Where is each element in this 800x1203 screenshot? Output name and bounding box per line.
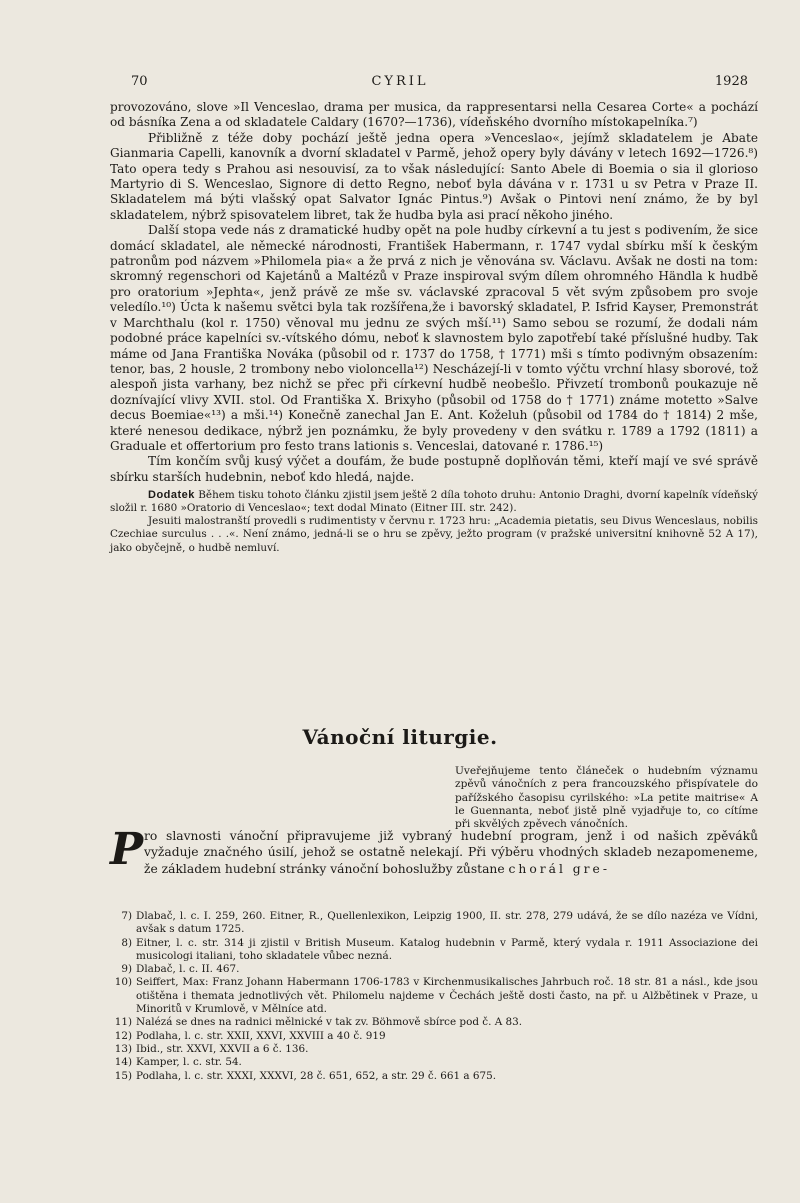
paragraph: Další stopa vede nás z dramatické hudby opět na pole hudby církevní a tu jest s podivením, že sice domácí skladatel, ale německé národnosti, František Habermann, r. 1747 vydal sbírku mší k českým patronům pod názvem »Philomela pia« a že prvá z nich je věnována sv. Václavu. Avšak ne dosti na tom: skromný regenschori od Kajetánů a Maltézů v Praze inspiroval svým dílem ohromného Händla k hudbě pro oratorium »Jephta«, jenž právě ze mše sv. václavské zpracoval 5 vět svým způsobem pro svoje veledílo.¹⁰) Úcta k našemu světci byla tak rozšířena,že i bavorský skladatel, P. Isfrid Kayser, Premonstrát v Marchthalu (kol r. 1750) věnoval mu jednu ze svých mší.¹¹) Samo sebou se rozumí, že dodali nám podobné práce kapelníci sv.-vítského dómu, neboť k slavnostem bylo zapotřebí také příslušné hudby. Tak máme od Jana Františka Nováka (působil od r. 1737 do 1758, † 1771) mši s tímto podivným obsazením: tenor, bas, 2 housle, 2 trombony nebo violoncella¹²) Nescházejí-li v tomto výčtu vrchní hlasy sborové, tož alespoň jista varhany, bez nichž se přec při církevní hudbě neobešlo. Přivzetí trombonů poukazuje ně doznívající vlivy XVII. stol. Od Františka X. Brixyho (působil od 1758 do † 1771) známe motetto »Salve decus Boemiae«¹³) a mši.¹⁴) Konečně zanechal Jan E. Ant. Koželuh (působil od 1784 do † 1814) 2 mše, které nenesou dedikace, nýbrž jen poznámku, že byly provedeny v den svátku r. 1789 a 1792 (1811) a Graduale et offertorium pro festo trans lationis s. Venceslai, datované r. 1786.¹⁵)	[110, 223, 758, 453]
addendum-text-2: Jesuiti malostranští provedli s rudimentisty v červnu r. 1723 hru: „Academia pietatis, seu Divus Wenceslaus, nobilis Czechiae surculus . . .«. Není známo, jedná-li se o hru se zpěvy, ježto program (v pražské universitní knihovně 52 A 17), jako obyčejně, o hudbě nemluví.	[110, 515, 758, 554]
article-intro: Uveřejňujeme tento článeček o hudebním významu zpěvů vánočních z pera francouzského přispívatele do pařížského časopisu cyrilského: »La petite maitrise« A le Guennanta, neboť jistě plně vyjadřuje to, co cítíme při skvělých zpěvech vánočních.	[455, 765, 758, 831]
footnote-text: Eitner, l. c. str. 314 ji zjistil v British Museum. Katalog hudebnin v Parmě, který vydala r. 1911 Associazione dei musicologi italiani, toho skladatele vůbec nezná.	[136, 936, 758, 962]
footnote	[110, 976, 758, 1016]
footnote-number: 13)	[114, 1042, 132, 1055]
footnote-text: Podlaha, l. c. str. XXXI, XXXVI, 28 č. 651, 652, a str. 29 č. 661 a 675.	[136, 1069, 497, 1082]
article-body	[110, 824, 758, 877]
footnote	[110, 910, 758, 937]
paragraph: provozováno, slove »Il Venceslao, drama per musica, da rappresentarsi nella Cesarea Corte« a pochází od básníka Zena a od skladatele Caldary (1670?—1736), vídeňského dvorního místokapelníka.⁷)	[110, 100, 758, 130]
running-header	[0, 74, 800, 94]
paragraph: Tím končím svůj kusý výčet a doufám, že bude postupně doplňován těmi, kteří mají ve své správě sbírku starších hudebnin, neboť kdo hledá, najde.	[110, 454, 758, 484]
footnote-number: 10)	[114, 976, 132, 989]
footnote-text: Seiffert, Max: Franz Johann Habermann 1706-1783 v Kirchenmusikalisches Jahrbuch roč. 18 str. 81 a násl., kde jsou otištěna i themata jednotlivých vět. Philomelu najdeme v Čechách ještě dosti často, na př. u Alžbětinek v Praze, u Minoritů v Krumlově, v Mělníce atd.	[136, 976, 758, 1016]
addendum-label: Dodatek	[148, 489, 195, 502]
footnote-text: Kamper, l. c. str. 54.	[136, 1056, 242, 1069]
journal-title: CYRIL	[371, 74, 429, 89]
article-text: ro slavnosti vánoční připravujeme již vybraný hudební program, jenž i od našich zpěváků vyžaduje značného úsilí, jehož se ostatně nelekají. Při výběru vhodných skladeb nezapomeneme, že základem hudební stránky vánoční bohoslužby zůstane	[144, 829, 758, 876]
footnote-text: Nalézá se dnes na radnici mělnické v tak zv. Böhmově sbírce pod č. A 83.	[136, 1016, 523, 1029]
article-title: Vánoční liturgie.	[302, 725, 498, 749]
article-text-spaced: chorál gre-	[508, 861, 610, 876]
continued-article	[110, 100, 758, 555]
page-number: 70	[131, 74, 148, 89]
footnote	[110, 963, 758, 976]
footnote-number: 12)	[114, 1029, 132, 1042]
footnotes	[110, 910, 758, 1083]
footnote-text: Podlaha, l. c. str. XXII, XXVI, XXVIII a 40 č. 919	[136, 1029, 386, 1042]
footnote-number: 7)	[121, 910, 132, 922]
footnote-number: 8)	[121, 936, 132, 949]
footnote	[110, 1043, 758, 1056]
paragraph: Přibližně z téže doby pochází ještě jedna opera »Venceslao«, jejímž skladatelem je Abate Gianmaria Capelli, kanovník a dvorní skladatel v Parmě, jehož opery byly dávány v letech 1692—1726.⁸) Tato opera tedy s Prahou asi nesouvisí, za to však následující: Santo Abele di Boemia o sia il glorioso Martyrio di S. Wenceslao, Signore di detto Regno, neboť byla dávána v r. 1731 u sv Petra v Praze II. Skladatelem má býti vlašský opat Salvator Ignác Pintus.⁹) Avšak o Pintovi není známo, že by byl skladatelem, nýbrž spisovatelem libret, tak že hudba byla asi prací někoho jiného.	[110, 130, 758, 222]
footnote	[110, 1056, 758, 1069]
footnote-number: 11)	[114, 1016, 132, 1029]
drop-cap: P	[110, 824, 144, 875]
footnote	[110, 937, 758, 964]
footnote-text: Dlabač, l. c. I. 259, 260. Eitner, R., Quellenlexikon, Leipzig 1900, II. str. 278, 279 udává, že se dílo nazéza ve Vídni, avšak s datum 1725.	[136, 910, 758, 936]
year: 1928	[714, 74, 748, 89]
addendum-text: Během tisku tohoto článku zjistil jsem ještě 2 díla tohoto druhu: Antonio Draghi, dvorní kapelník vídeňský složil r. 1680 »Oratorio di Venceslao«; text dodal Minato (Eitner III. str. 242).	[110, 489, 758, 515]
footnote	[110, 1016, 758, 1029]
footnote	[110, 1070, 758, 1083]
footnote-number: 15)	[114, 1069, 132, 1082]
footnote-text: Ibid., str. XXVI, XXVII a 6 č. 136.	[136, 1042, 309, 1055]
footnote-text: Dlabač, l. c. II. 467.	[136, 963, 240, 976]
footnote	[110, 1030, 758, 1043]
addendum	[110, 489, 758, 554]
footnote-number: 9)	[121, 963, 132, 976]
footnote-number: 14)	[114, 1056, 132, 1069]
